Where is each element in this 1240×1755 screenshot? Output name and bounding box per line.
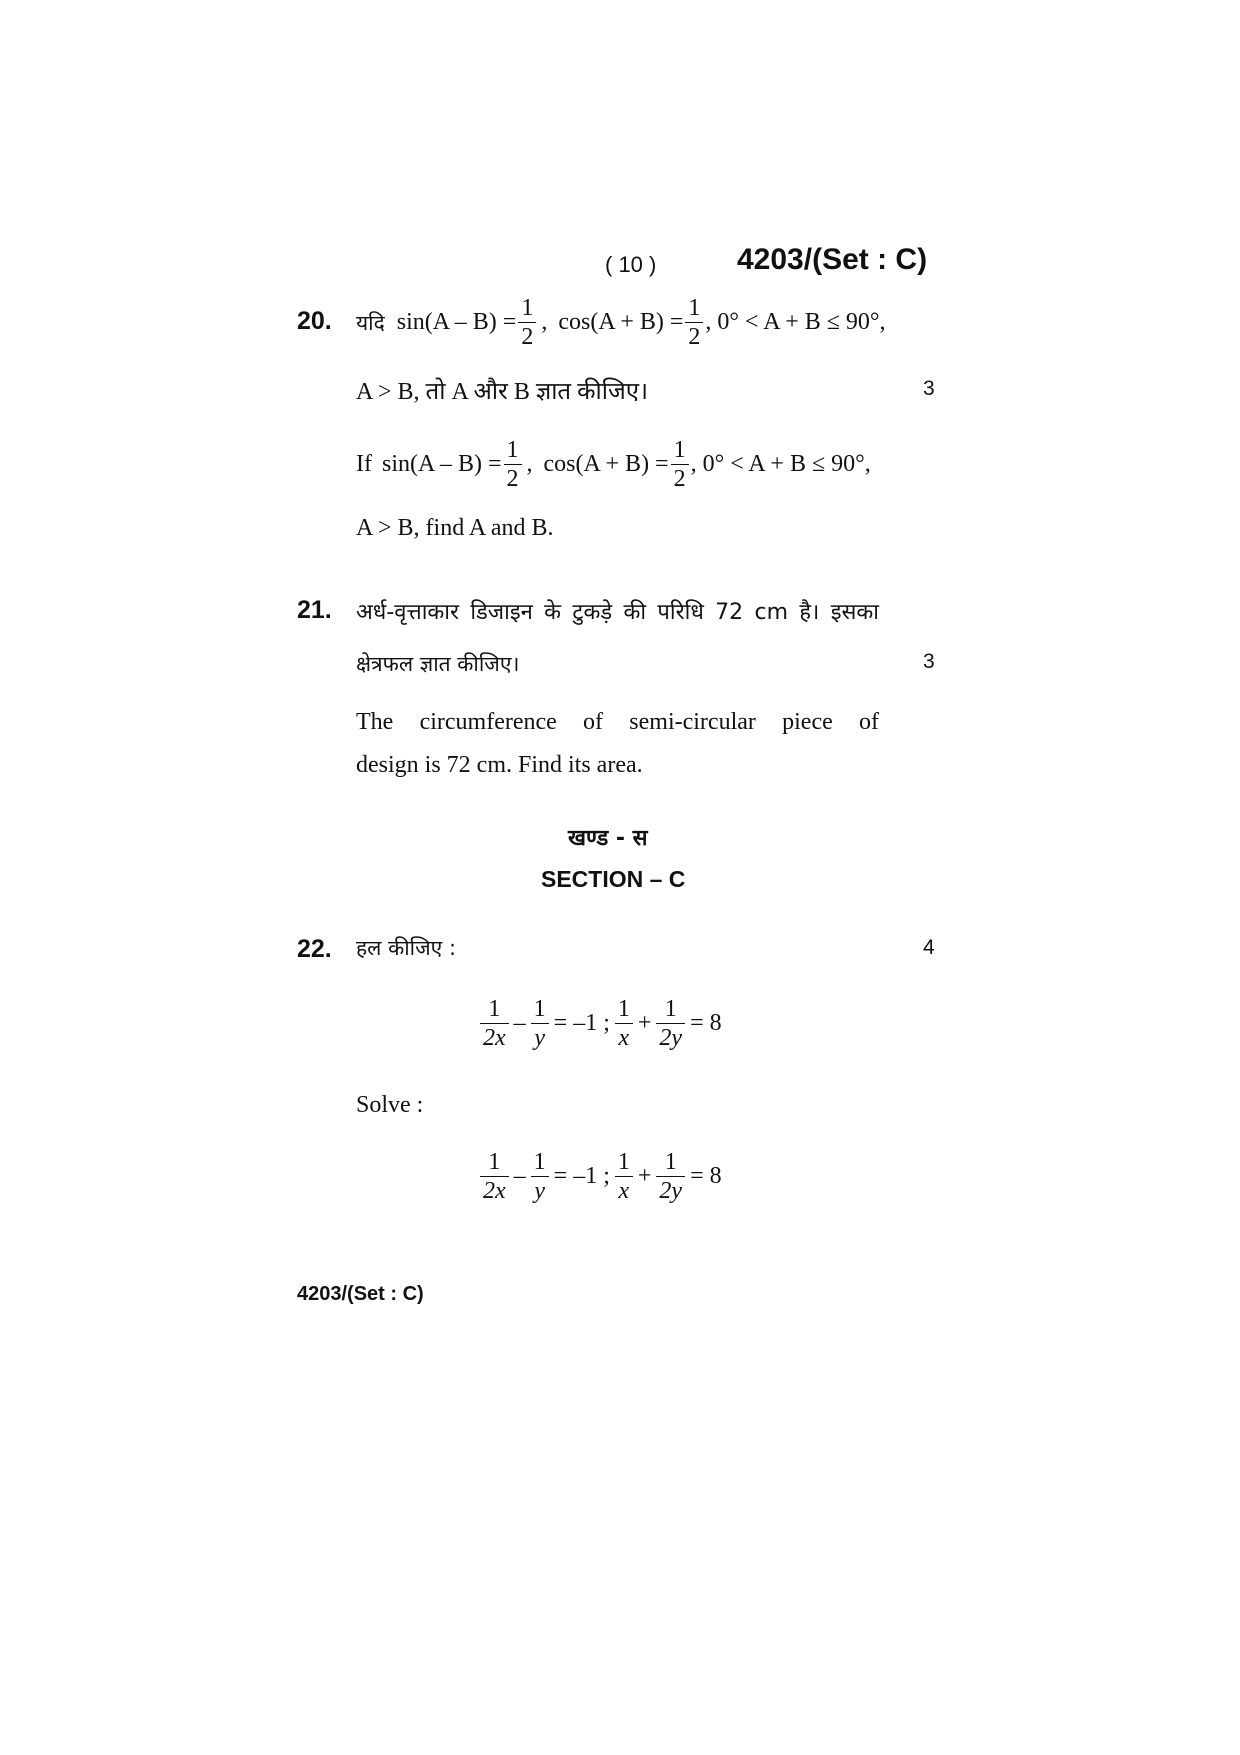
q20-hindi-line2: A > B, तो A और B ज्ञात कीजिए।	[356, 379, 649, 405]
frac-denominator: 2	[521, 324, 534, 350]
frac-denominator: 2y	[659, 1025, 683, 1051]
frac-denominator: 2x	[483, 1178, 506, 1204]
q22-equation-english	[478, 1148, 725, 1205]
frac-denominator: 2x	[483, 1025, 506, 1051]
question-number-21: 21.	[297, 596, 332, 624]
frac-numerator: 1	[615, 995, 633, 1024]
frac-denominator: y	[534, 1178, 545, 1204]
page-number: ( 10 )	[605, 252, 657, 277]
eq-rhs: = 8	[690, 1010, 722, 1036]
frac-numerator: 1	[671, 436, 689, 465]
eq-frac-1	[480, 995, 509, 1052]
section-title-hindi: खण्ड - स	[568, 826, 648, 851]
q20-hindi-prefix: यदि	[356, 310, 385, 335]
eq-plus: +	[637, 1163, 652, 1189]
q20-cos-expr: cos(A + B) =	[558, 309, 684, 335]
frac-numerator: 1	[504, 436, 522, 465]
q20-range: , 0° < A + B ≤ 90°,	[705, 309, 886, 335]
q22-english-text: Solve :	[356, 1092, 424, 1118]
q22-hindi-text: हल कीजिए :	[356, 936, 457, 960]
frac-numerator: 1	[685, 294, 703, 323]
eq-frac-4	[656, 995, 685, 1052]
q20-sin-fraction	[504, 436, 522, 493]
q20-cos-fraction	[671, 436, 689, 493]
q21-marks: 3	[923, 650, 935, 673]
q20-english-line2: A > B, find A and B.	[356, 515, 554, 541]
frac-numerator: 1	[615, 1148, 633, 1177]
frac-numerator: 1	[656, 995, 685, 1024]
frac-numerator: 1	[656, 1148, 685, 1177]
frac-denominator: 2	[506, 466, 519, 492]
q20-english-equation: If sin(A – B) = $\frac{1}{2}$ , cos(A + B) = $\frac{1}{2}$ , 0° < A + B ≤ 90°,	[356, 437, 871, 492]
q22-marks: 4	[923, 936, 935, 959]
frac-numerator: 1	[480, 1148, 509, 1177]
eq-minus: –	[513, 1010, 526, 1036]
q20-cos-expr: cos(A + B) =	[543, 451, 669, 477]
q20-sin-expr: sin(A – B) =	[381, 451, 502, 477]
frac-numerator: 1	[531, 1148, 549, 1177]
frac-denominator: x	[618, 1178, 630, 1204]
eq-frac-3	[615, 1148, 633, 1205]
eq-frac-2	[531, 1148, 549, 1205]
eq-minus: –	[513, 1163, 526, 1189]
frac-denominator: x	[618, 1025, 630, 1051]
section-title-english: SECTION – C	[541, 866, 686, 892]
eq-frac-4	[656, 1148, 685, 1205]
q20-range: , 0° < A + B ≤ 90°,	[690, 451, 871, 477]
frac-denominator: y	[534, 1025, 545, 1051]
paper-code-footer: 4203/(Set : C)	[297, 1283, 424, 1305]
eq-frac-1	[480, 1148, 509, 1205]
question-number-20: 20.	[297, 307, 332, 335]
frac-denominator: 2	[688, 324, 701, 350]
eq-middle: = –1 ;	[553, 1163, 610, 1189]
q20-cos-fraction	[685, 294, 703, 351]
q20-marks: 3	[923, 377, 935, 400]
q20-sin-fraction	[518, 294, 536, 351]
eq-rhs: = 8	[690, 1163, 722, 1189]
eq-middle: = –1 ;	[553, 1010, 610, 1036]
q21-english-line1: The circumference of semi-circular piece of	[356, 709, 879, 735]
q20-sin-expr: sin(A – B) =	[396, 309, 517, 335]
eq-frac-3	[615, 995, 633, 1052]
q20-english-prefix: If	[356, 451, 372, 477]
q20-hindi-equation: यदि sin(A – B) = $\frac{1}{2}$ , cos(A + B) = $\frac{1}{2}$ , 0° < A + B ≤ 90°,	[356, 295, 886, 350]
question-number-22: 22.	[297, 935, 332, 963]
frac-numerator: 1	[531, 995, 549, 1024]
eq-frac-2	[531, 995, 549, 1052]
frac-numerator: 1	[518, 294, 536, 323]
frac-numerator: 1	[480, 995, 509, 1024]
q21-hindi-line1: अर्ध-वृत्ताकार डिजाइन के टुकड़े की परिधि 72 cm है। इसका	[356, 600, 879, 625]
frac-denominator: 2y	[659, 1178, 683, 1204]
paper-code-header: 4203/(Set : C)	[737, 243, 928, 276]
frac-denominator: 2	[673, 466, 686, 492]
q21-english-line2: design is 72 cm. Find its area.	[356, 752, 643, 778]
q21-hindi-line2: क्षेत्रफल ज्ञात कीजिए।	[356, 652, 520, 676]
eq-plus: +	[637, 1010, 652, 1036]
q22-equation-hindi	[478, 995, 725, 1052]
